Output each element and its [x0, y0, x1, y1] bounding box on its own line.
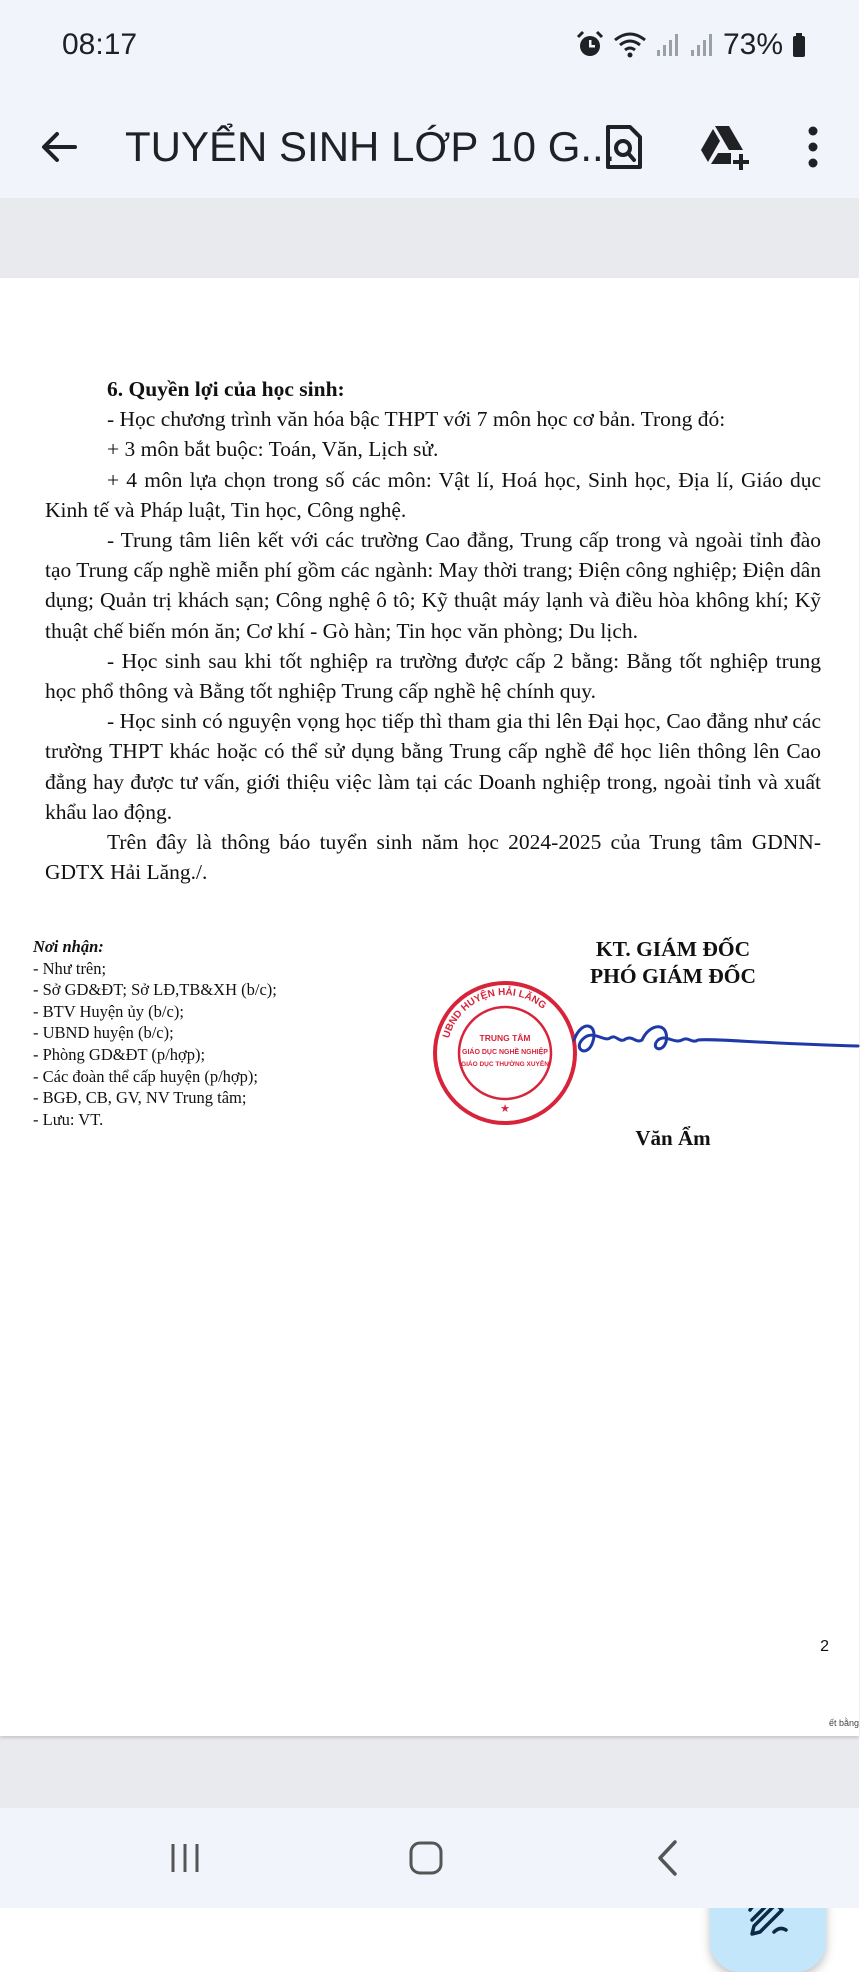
paragraph: - Học sinh có nguyện vọng học tiếp thì tham gia thi lên Đại học, Cao đẳng như các trường THPT khác hoặc có thể sử dụng bằng Trung cấp nghề để học liên thông lên Cao đẳng hay được tư vấn, giới thiệu việc làm tại các Doanh nghiệp trong, ngoài tỉnh và xuất khẩu lao động.	[45, 709, 821, 824]
system-back-button[interactable]	[638, 1836, 698, 1880]
back-button[interactable]	[36, 124, 82, 170]
paragraph: - Trung tâm liên kết với các trường Cao đẳng, Trung cấp trong và ngoài tỉnh đào tạo Trung cấp nghề miễn phí gồm các ngành: May thời trang; Điện công nghiệp; Điện dân dụng; Quản trị khách sạn; Công nghệ ô tô; Kỹ thuật máy lạnh và điều hòa không khí; Kỹ thuật chế biến món ăn; Cơ khí - Gò hàn; Tin học văn phòng; Du lịch.	[45, 528, 821, 643]
recipient-item: - Sở GD&ĐT; Sở LĐ,TB&XH (b/c);	[33, 980, 277, 1000]
recipient-item: - Các đoàn thể cấp huyện (p/hợp);	[33, 1066, 258, 1086]
signal-icon	[689, 30, 715, 60]
signal-icon	[655, 30, 681, 60]
back-icon	[655, 1839, 681, 1877]
status-time: 08:17	[62, 28, 138, 61]
svg-text:UBND HUYỆN HẢI LĂNG: UBND HUYỆN HẢI LĂNG	[441, 986, 549, 1040]
recents-button[interactable]	[155, 1836, 215, 1880]
recipient-item: - Lưu: VT.	[33, 1109, 104, 1129]
app-bar	[0, 96, 859, 199]
recipient-item: - Phòng GD&ĐT (p/hợp);	[33, 1044, 206, 1064]
svg-text:★: ★	[500, 1103, 510, 1115]
next-page-peek: ết bằng	[828, 1718, 859, 1728]
svg-text:GIÁO DỤC NGHỀ NGHIỆP: GIÁO DỤC NGHỀ NGHIỆP	[462, 1049, 548, 1056]
paragraph: + 4 môn lựa chọn trong số các môn: Vật lí, Hoá học, Sinh học, Địa lí, Giáo dục Kinh tế và Pháp luật, Tin học, Công nghệ.	[45, 467, 821, 522]
navigation-bar	[0, 1808, 859, 1908]
handwritten-signature	[570, 998, 860, 1078]
section-heading: 6. Quyền lợi của học sinh:	[107, 377, 345, 401]
home-button[interactable]	[396, 1836, 456, 1880]
document-search-icon	[604, 124, 644, 170]
official-seal	[430, 978, 580, 1128]
svg-text:TRUNG TÂM: TRUNG TÂM	[479, 1033, 531, 1043]
status-bar	[0, 0, 859, 96]
paragraph: - Học chương trình văn hóa bậc THPT với 7 môn học cơ bản. Trong đó:	[107, 407, 726, 432]
document-title: TUYỂN SINH LỚP 10 G...	[125, 123, 616, 170]
recipient-item: - Như trên;	[33, 958, 107, 978]
svg-text:GIÁO DỤC THƯỜNG XUYÊN: GIÁO DỤC THƯỜNG XUYÊN	[461, 1061, 549, 1068]
sign-title-line2: PHÓ GIÁM ĐỐC	[589, 964, 757, 988]
document-body	[45, 374, 821, 887]
battery-icon	[791, 30, 807, 60]
find-in-document-button[interactable]	[593, 116, 655, 178]
document-viewer[interactable]	[0, 198, 859, 1808]
signer-name: Văn Ẩm	[635, 1126, 711, 1150]
save-to-drive-button[interactable]	[694, 116, 756, 178]
sign-title-line1: KT. GIÁM ĐỐC	[595, 937, 751, 961]
document-page	[0, 278, 859, 1736]
recipients-title: Nơi nhận:	[33, 937, 104, 956]
recipient-item: - BTV Huyện ủy (b/c);	[33, 1001, 184, 1021]
page-number: 2	[820, 1638, 829, 1655]
recipients-block	[33, 936, 277, 1130]
paragraph: Trên đây là thông báo tuyển sinh năm học 2024-2025 của Trung tâm GDNN-GDTX Hải Lăng./.	[45, 830, 821, 885]
drive-add-icon	[699, 124, 751, 170]
more-options-button[interactable]	[782, 116, 844, 178]
recipient-item: - BGĐ, CB, GV, NV Trung tâm;	[33, 1088, 247, 1108]
recents-icon	[168, 1841, 202, 1875]
paragraph: + 3 môn bắt buộc: Toán, Văn, Lịch sử.	[107, 437, 439, 462]
recipient-item: - UBND huyện (b/c);	[33, 1023, 174, 1043]
home-icon	[408, 1840, 444, 1876]
back-arrow-icon	[39, 127, 79, 167]
paragraph: - Học sinh sau khi tốt nghiệp ra trường được cấp 2 bằng: Bằng tốt nghiệp trung học phổ thông và Bằng tốt nghiệp Trung cấp nghề hệ chính quy.	[45, 648, 821, 704]
status-icons	[575, 28, 807, 62]
more-vert-icon	[807, 125, 819, 169]
alarm-icon	[575, 30, 605, 60]
wifi-icon	[613, 30, 647, 60]
signature-title-block	[548, 936, 798, 990]
battery-percent: 73%	[722, 28, 783, 61]
